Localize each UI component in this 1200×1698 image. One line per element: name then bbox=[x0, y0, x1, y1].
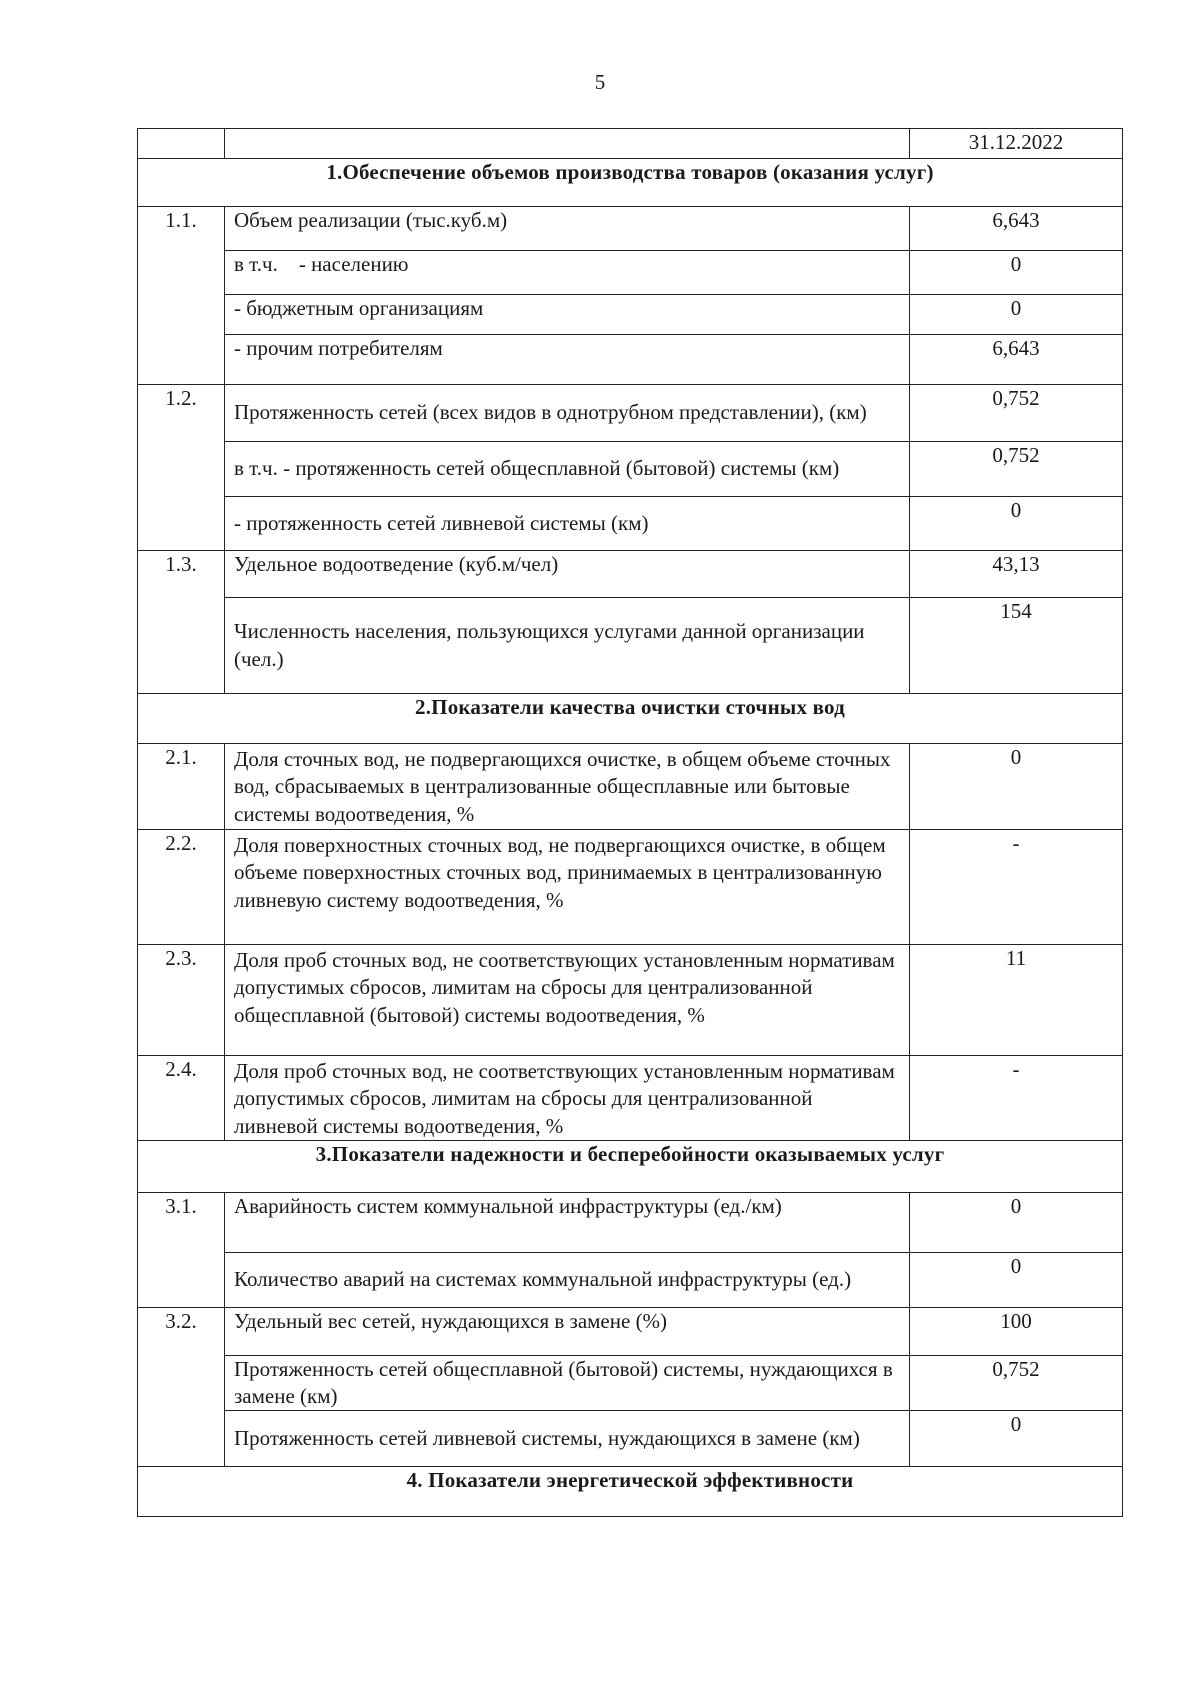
row-value: 6,643 bbox=[910, 335, 1123, 385]
row-value: 0 bbox=[910, 251, 1123, 295]
table-row bbox=[138, 1355, 1123, 1411]
row-value: 154 bbox=[910, 598, 1123, 694]
row-label: - прочим потребителям bbox=[225, 335, 910, 385]
section-row bbox=[138, 1467, 1123, 1517]
table-row bbox=[138, 295, 1123, 335]
row-number: 3.2. bbox=[138, 1307, 225, 1467]
section-title-1: 1.Обеспечение объемов производства товаров (оказания услуг) bbox=[138, 159, 1123, 207]
row-value: - bbox=[910, 1056, 1123, 1141]
row-label: Доля проб сточных вод, не соответствующих установленным нормативам допустимых сбросов, лимитам на сбросы для централизованной общесплавной (бытовой) системы водоотведения, % bbox=[225, 945, 910, 1056]
row-number: 2.1. bbox=[138, 744, 225, 830]
row-label: Доля проб сточных вод, не соответствующих установленным нормативам допустимых сбросов, лимитам на сбросы для централизованной ливневой системы водоотведения, % bbox=[225, 1056, 910, 1141]
row-value: 100 bbox=[910, 1307, 1123, 1355]
row-number: 1.2. bbox=[138, 385, 225, 551]
indicators-table bbox=[137, 128, 1123, 1517]
row-label: Количество аварий на системах коммунальной инфраструктуры (ед.) bbox=[225, 1252, 910, 1307]
row-number: 2.4. bbox=[138, 1056, 225, 1141]
table-row bbox=[138, 497, 1123, 551]
section-row bbox=[138, 694, 1123, 744]
row-value: 0 bbox=[910, 295, 1123, 335]
table-row bbox=[138, 207, 1123, 251]
row-label: Аварийность систем коммунальной инфраструктуры (ед./км) bbox=[225, 1192, 910, 1252]
row-value: 0 bbox=[910, 497, 1123, 551]
row-value: 0,752 bbox=[910, 442, 1123, 497]
table-row bbox=[138, 551, 1123, 598]
header-row bbox=[138, 129, 1123, 159]
row-label: - протяженность сетей ливневой системы (км) bbox=[225, 497, 910, 551]
table-row bbox=[138, 385, 1123, 442]
section-title-3: 3.Показатели надежности и бесперебойности оказываемых услуг bbox=[138, 1140, 1123, 1192]
row-label: Доля поверхностных сточных вод, не подвергающихся очистке, в общем объеме поверхностных сточных вод, принимаемых в централизованную ливневую систему водоотведения, % bbox=[225, 830, 910, 945]
table-row bbox=[138, 830, 1123, 945]
row-value: - bbox=[910, 830, 1123, 945]
table-row bbox=[138, 598, 1123, 694]
table-row bbox=[138, 945, 1123, 1056]
table-row bbox=[138, 442, 1123, 497]
row-number: 2.3. bbox=[138, 945, 225, 1056]
row-label: Протяженность сетей ливневой системы, нуждающихся в замене (км) bbox=[225, 1411, 910, 1467]
row-label: - бюджетным организациям bbox=[225, 295, 910, 335]
row-value: 0,752 bbox=[910, 1355, 1123, 1411]
header-label-cell bbox=[225, 129, 910, 159]
table-row bbox=[138, 1192, 1123, 1252]
table-row bbox=[138, 1056, 1123, 1141]
table-row bbox=[138, 251, 1123, 295]
row-value: 0 bbox=[910, 744, 1123, 830]
row-label: Удельный вес сетей, нуждающихся в замене (%) bbox=[225, 1307, 910, 1355]
row-number: 1.1. bbox=[138, 207, 225, 385]
row-value: 43,13 bbox=[910, 551, 1123, 598]
row-value: 0 bbox=[910, 1411, 1123, 1467]
section-row bbox=[138, 1140, 1123, 1192]
row-number: 2.2. bbox=[138, 830, 225, 945]
table-row bbox=[138, 744, 1123, 830]
table-row bbox=[138, 335, 1123, 385]
row-label: Удельное водоотведение (куб.м/чел) bbox=[225, 551, 910, 598]
table-row bbox=[138, 1411, 1123, 1467]
row-number: 3.1. bbox=[138, 1192, 225, 1307]
row-label: Численность населения, пользующихся услугами данной организации (чел.) bbox=[225, 598, 910, 694]
header-date: 31.12.2022 bbox=[910, 129, 1123, 159]
row-label: в т.ч. - населению bbox=[225, 251, 910, 295]
header-num-cell bbox=[138, 129, 225, 159]
row-value: 0 bbox=[910, 1252, 1123, 1307]
row-label: Протяженность сетей (всех видов в однотрубном представлении), (км) bbox=[225, 385, 910, 442]
section-title-2: 2.Показатели качества очистки сточных вод bbox=[138, 694, 1123, 744]
row-value: 6,643 bbox=[910, 207, 1123, 251]
section-title-4: 4. Показатели энергетической эффективности bbox=[138, 1467, 1123, 1517]
row-label: Объем реализации (тыс.куб.м) bbox=[225, 207, 910, 251]
row-value: 11 bbox=[910, 945, 1123, 1056]
row-value: 0,752 bbox=[910, 385, 1123, 442]
row-value: 0 bbox=[910, 1192, 1123, 1252]
table-row bbox=[138, 1307, 1123, 1355]
row-label: Доля сточных вод, не подвергающихся очистке, в общем объеме сточных вод, сбрасываемых в централизованные общесплавные или бытовые системы водоотведения, % bbox=[225, 744, 910, 830]
row-label: в т.ч. - протяженность сетей общесплавной (бытовой) системы (км) bbox=[225, 442, 910, 497]
row-label: Протяженность сетей общесплавной (бытовой) системы, нуждающихся в замене (км) bbox=[225, 1355, 910, 1411]
page-number: 5 bbox=[594, 70, 606, 94]
table-row bbox=[138, 1252, 1123, 1307]
row-number: 1.3. bbox=[138, 551, 225, 694]
section-row bbox=[138, 159, 1123, 207]
